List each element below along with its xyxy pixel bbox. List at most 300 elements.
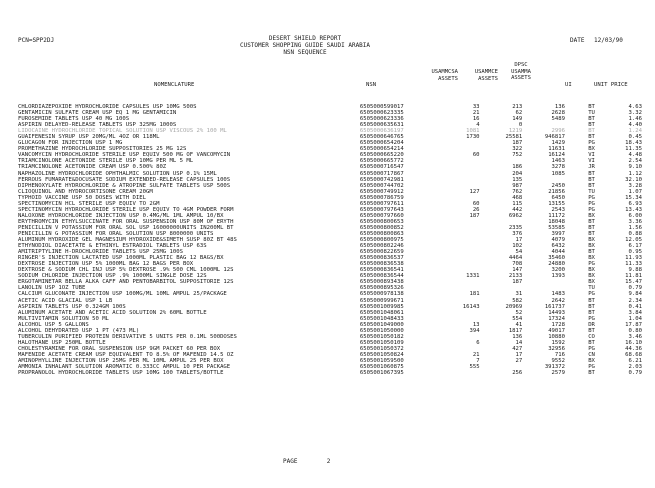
- ui-cell: JR: [588, 164, 595, 171]
- nomenclature-cell: DIPHENOXYLATE HYDROCHLORIDE & ATROPINE SULFATE TABLETS USP 500S: [18, 182, 231, 189]
- nsn-cell: 6505000646765: [359, 134, 404, 141]
- nomenclature-cell: ALUMINUM ACETATE AND ACETIC ACID SOLUTION 2% 60ML BOTTLE: [18, 309, 207, 316]
- unit-price-cell: 11.35: [625, 146, 642, 153]
- nsn-cell: 6505000978138: [359, 291, 404, 298]
- nomenclature-cell: ALCOHOL USP 5 GALLONS: [18, 321, 89, 328]
- dpsc-assets-cell: 18048: [548, 218, 566, 225]
- dpsc-assets-cell: 3997: [551, 230, 566, 237]
- dpsc-assets-cell: 6432: [551, 243, 566, 250]
- usammcsa-assets-cell: 1730: [466, 134, 480, 141]
- dpsc-assets-cell: 1085: [551, 170, 566, 177]
- ui-cell: BX: [588, 243, 595, 250]
- unit-price-cell: 0.79: [628, 370, 642, 377]
- nomenclature-cell: GENTAMICIN SULFATE CREAM USP EQ 1 MG GENTAMICIN: [18, 110, 177, 117]
- usammce-assets-cell: 6962: [508, 212, 523, 219]
- ui-cell: BT: [588, 230, 595, 237]
- nomenclature-cell: PROPRANOLOL HYDROCHLORIDE TABLETS USP 10MG 100 TABLETS/BOTTLE: [18, 370, 224, 377]
- ui-cell: BT: [588, 134, 595, 141]
- usammcsa-assets-cell: 21: [472, 351, 480, 358]
- nomenclature-cell: CLIOQUINOL AND HYDROCORTISONE CREAM 20GM: [18, 188, 153, 195]
- nomenclature-cell: DEXTROSE INJECTION USP 5% 1000ML BAG 12 BAGS PER BOX: [18, 261, 194, 268]
- nsn-cell: 6505000717867: [359, 170, 404, 177]
- unit-price-cell: 12.05: [625, 237, 642, 244]
- unit-price-cell: 2.34: [628, 297, 642, 304]
- usammcsa-assets-cell: 13: [472, 321, 480, 328]
- nomenclature-cell: RINGER'S INJECTION LACTATED USP 1000ML PLASTIC BAG 12 BAGS/BX: [18, 255, 224, 262]
- usammcsa-assets-cell: [435, 370, 480, 376]
- dpsc-assets-cell: 49017: [548, 327, 566, 334]
- nsn-cell: 6505000742981: [359, 176, 404, 183]
- ui-cell: BT: [588, 176, 595, 183]
- dpsc-assets-cell: 6450: [551, 194, 566, 201]
- dpsc-assets-cell: 17324: [548, 315, 566, 322]
- dpsc-assets-cell: 21856: [548, 188, 566, 195]
- date-value: 12/03/90: [594, 37, 623, 44]
- ui-cell: BT: [588, 327, 595, 334]
- usammce-assets-cell: 115: [512, 200, 523, 207]
- usammce-assets-cell: 468: [512, 194, 523, 201]
- nomenclature-cell: ALUMINUM HYDROXIDE GEL MAGNESIUM HYDROXIDE&SIMETH SUSP 80Z BT 48S: [18, 237, 237, 244]
- usammce-assets-cell: 52: [515, 309, 523, 316]
- unit-price-cell: 3.46: [628, 333, 642, 340]
- ui-cell: BX: [588, 146, 595, 153]
- ui-cell: PG: [588, 291, 595, 298]
- nsn-cell: 6505001060875: [359, 364, 404, 371]
- unit-price-cell: 3.32: [628, 110, 642, 117]
- unit-price-cell: 68.68: [625, 351, 642, 358]
- nsn-cell: 6505000744702: [359, 182, 404, 189]
- nomenclature-cell: PROMETHAZINE HYDROCHLORIDE SUPPOSITORIES 25 MG 12S: [18, 146, 187, 153]
- usammce-assets-cell: 14: [515, 339, 523, 346]
- dpsc-assets-cell: 2543: [551, 206, 566, 213]
- nsn-cell: 6505000822659: [359, 249, 404, 256]
- dpsc-assets-cell: 1393: [551, 273, 566, 280]
- dpsc-assets-cell: 13155: [548, 200, 566, 207]
- nomenclature-cell: DEXTROSE & SODIUM CHL INJ USP 5% DEXTROSE .9% 500 CML 1000ML 12S: [18, 267, 234, 274]
- ui-cell: BT: [588, 170, 595, 177]
- usammce-assets-cell: 427: [512, 345, 523, 352]
- col-header-unit-price: UNIT PRICE: [594, 82, 628, 88]
- usammce-assets-cell: 1219: [508, 128, 523, 135]
- usammcsa-assets-cell: 7: [476, 357, 480, 364]
- col-header-nsn: NSN: [366, 82, 377, 88]
- unit-price-cell: 15.34: [625, 194, 642, 201]
- usammce-assets-cell: 2133: [508, 273, 523, 280]
- nsn-cell: 6505000800975: [359, 237, 404, 244]
- dpsc-assets-cell: 2450: [551, 182, 566, 189]
- nomenclature-cell: AMINOPHYLLINE INJECTION USP 25MG PER ML 10ML AMPUL 25 PER BOX: [18, 357, 224, 364]
- nsn-cell: 6505001048061: [359, 309, 404, 316]
- pcn-code: PCN=SPP2DJ: [18, 37, 55, 44]
- nsn-cell: 6505000797660: [359, 212, 404, 219]
- dpsc-assets-cell: 391372: [544, 364, 566, 371]
- nsn-cell: 6505001048433: [359, 315, 404, 322]
- unit-price-cell: 17.87: [625, 321, 642, 328]
- nsn-cell: 6505000749912: [359, 188, 404, 195]
- date-label: DATE: [570, 37, 585, 44]
- page-number: 2: [326, 458, 331, 465]
- unit-price-cell: 1.04: [628, 315, 642, 322]
- ui-cell: BX: [588, 267, 595, 274]
- ui-cell: BT: [588, 303, 595, 310]
- report-sequence: NSN SEQUENCE: [283, 49, 327, 56]
- nsn-cell: 6505000836538: [359, 261, 404, 268]
- unit-price-cell: 1.46: [628, 116, 642, 123]
- ui-cell: BX: [588, 212, 595, 219]
- nomenclature-cell: HALOTHANE USP 250ML BOTTLE: [18, 339, 106, 346]
- ui-cell: PG: [588, 140, 595, 147]
- nomenclature-cell: TRIAMCINOLONE ACETONIDE STERILE USP 10MG PER ML 5 ML: [18, 158, 194, 165]
- usammce-assets-cell: 582: [512, 297, 523, 304]
- unit-price-cell: 4.48: [628, 152, 642, 159]
- nsn-cell: 6505001049000: [359, 321, 404, 328]
- usammcsa-assets-cell: 555: [469, 364, 480, 371]
- usammcsa-assets-cell: 127: [469, 188, 480, 195]
- nomenclature-cell: GLUCAGON FOR INJECTION USP 1 MG: [18, 140, 123, 147]
- usammce-assets-cell: 17: [515, 351, 523, 358]
- nsn-cell: 6505000800852: [359, 224, 404, 231]
- nomenclature-cell: SPECTINOMYCIN HYDROCHLORIDE STERILE USP EQUIV TO 4GM POWDER FORM: [18, 206, 234, 213]
- inventory-table-body: [18, 104, 642, 376]
- nomenclature-cell: VANCOMYCIN HYDROCHLORIDE STERILE USP EQUIV 500 MG OF VANCOMYCIN: [18, 152, 231, 159]
- ui-cell: BT: [588, 339, 595, 346]
- usammce-assets-cell: 186: [512, 164, 523, 171]
- nsn-cell: 6505000999671: [359, 297, 404, 304]
- dpsc-assets-cell: 53585: [548, 224, 566, 231]
- dpsc-assets-cell: 2642: [551, 297, 566, 304]
- col-header-nomenclature: NOMENCLATURE: [154, 82, 195, 88]
- ui-cell: BX: [588, 273, 595, 280]
- nsn-cell: 6505000802246: [359, 243, 404, 250]
- unit-price-cell: 11.33: [625, 261, 642, 268]
- usammce-assets-cell: 25581: [505, 134, 523, 141]
- usammce-assets-cell: 708: [512, 261, 523, 268]
- ui-cell: CN: [588, 351, 595, 358]
- unit-price-cell: 4.63: [628, 104, 642, 110]
- ui-cell: BX: [588, 279, 595, 286]
- usammce-assets-cell: 149: [512, 116, 523, 123]
- usammcsa-assets-cell: 60: [472, 200, 480, 207]
- unit-price-cell: 2.03: [628, 364, 642, 371]
- nsn-cell: 6505000786759: [359, 194, 404, 201]
- col-header-usammcsa: USAMMCSA ASSETS: [431, 69, 458, 82]
- ui-cell: PG: [588, 345, 595, 352]
- usammce-assets-cell: 2335: [508, 224, 523, 231]
- ui-cell: BT: [588, 128, 595, 135]
- usammcsa-assets-cell: 181: [469, 291, 480, 298]
- usammce-assets-cell: 17: [515, 237, 523, 244]
- nsn-cell: 6505001009985: [359, 303, 404, 310]
- usammcsa-assets-cell: 16143: [462, 303, 480, 310]
- ui-cell: PG: [588, 194, 595, 201]
- report-title-block: [190, 35, 420, 56]
- unit-price-cell: 3.84: [628, 309, 642, 316]
- nomenclature-cell: NAPHAZOLINE HYDROCHLORIDE OPHTHALMIC SOLUTION USP 0.1% 15ML: [18, 170, 217, 177]
- ui-cell: TU: [588, 188, 595, 195]
- report-subtitle: CUSTOMER SHOPPING GUIDE SAUDI ARABIA: [239, 42, 371, 49]
- nsn-cell: 6505001050372: [359, 345, 404, 352]
- dpsc-assets-cell: 1429: [551, 140, 566, 147]
- nomenclature-cell: FUROSEMIDE TABLETS USP 40 MG 100S: [18, 116, 130, 123]
- nsn-cell: 6505000800653: [359, 218, 404, 225]
- usammcsa-assets-cell: 21: [472, 110, 480, 117]
- nomenclature-cell: AMMONIA INHALANT SOLUTION AROMATIC 0.333CC AMPUL 10 PER PACKAGE: [18, 364, 231, 371]
- dpsc-assets-cell: 35460: [548, 255, 566, 262]
- nsn-cell: 6505000893438: [359, 279, 404, 286]
- nsn-cell: 6505000623335: [359, 110, 404, 117]
- unit-price-cell: 1.07: [628, 188, 642, 195]
- dpsc-assets-cell: 5489: [551, 116, 566, 123]
- unit-price-cell: 6.21: [628, 357, 642, 364]
- unit-price-cell: 16.10: [625, 339, 642, 346]
- nomenclature-cell: FERROUS FUMARATE&DOCUSATE SODIUM EXTENDED-RELEASE CAPSULES 100S: [18, 176, 231, 183]
- unit-price-cell: 1.24: [628, 128, 642, 135]
- usammce-assets-cell: 0: [518, 122, 523, 129]
- usammce-assets-cell: 20969: [505, 303, 523, 310]
- ui-cell: PG: [588, 206, 595, 213]
- unit-price-cell: 11.81: [625, 273, 642, 280]
- usammce-assets-cell: 213: [512, 104, 523, 110]
- nomenclature-cell: PENICILLIN G POTASSIUM FOR ORAL SOLUTION USP 8000000 UNITS: [18, 230, 214, 237]
- dpsc-assets-cell: 1463: [551, 158, 566, 165]
- usammce-assets-cell: 442: [512, 206, 523, 213]
- nsn-cell: 6505000797611: [359, 200, 404, 207]
- usammce-assets-cell: 322: [512, 146, 523, 153]
- dpsc-assets-cell: 4079: [551, 237, 566, 244]
- nsn-cell: 6505000665220: [359, 152, 404, 159]
- usammcsa-assets-cell: 4: [476, 122, 480, 129]
- usammcsa-assets-cell: 6: [476, 339, 480, 346]
- dpsc-assets-cell: 9552: [551, 357, 566, 364]
- dpsc-assets-cell: 16124: [548, 152, 566, 159]
- dpsc-assets-cell: 1728: [551, 321, 566, 328]
- ui-cell: TU: [588, 110, 595, 117]
- usammcsa-assets-cell: 16: [472, 116, 480, 123]
- usammce-assets-cell: 54: [515, 249, 523, 256]
- ui-cell: BT: [588, 104, 595, 110]
- dpsc-assets-cell: 2579: [551, 370, 566, 377]
- ui-cell: BT: [588, 309, 595, 316]
- usammce-assets-cell: 987: [512, 182, 523, 189]
- nomenclature-cell: ERGOTAMINETAR BELLA ALKA CAFF AND PENTOBARBITOL SUPPOSITORIE 12S: [18, 279, 234, 286]
- table-row: [18, 370, 642, 376]
- nomenclature-cell: TUBERCULIN PURIFIED PROTEIN DERIVATIVE 5 UNITS PER 0.1ML 500DOSES: [18, 333, 237, 340]
- usammce-assets-cell: 147: [512, 267, 523, 274]
- usammce-assets-cell: 27: [515, 357, 523, 364]
- nsn-cell: 6505000623336: [359, 116, 404, 123]
- nomenclature-cell: LANOLIN USP 1OZ TUBE: [18, 285, 86, 292]
- nsn-cell: 6505000797643: [359, 206, 404, 213]
- unit-price-cell: 11.93: [625, 255, 642, 262]
- nomenclature-cell: SPECTINOMYCIN HCL STERILE USP EQUIV TO 2GM: [18, 200, 160, 207]
- nsn-cell: 6505000895326: [359, 285, 404, 292]
- unit-price-cell: 1.12: [628, 170, 642, 177]
- ui-cell: BT: [588, 370, 595, 377]
- ui-cell: BX: [588, 255, 595, 262]
- col-header-ui: UI: [565, 82, 572, 88]
- nsn-cell: 6505000654214: [359, 146, 404, 153]
- nomenclature-cell: PENICILLIN V POTASSIUM FOR ORAL SOL USP 16000000UNITS IN200ML BT: [18, 224, 234, 231]
- unit-price-cell: 0.41: [628, 303, 642, 310]
- usammce-assets-cell: 31: [515, 291, 523, 298]
- nomenclature-cell: SODIUM CHLORIDE INJECTION USP .9% 1000ML SINGLE DOSE 12S: [18, 273, 207, 280]
- unit-price-cell: 3.36: [628, 218, 642, 225]
- inventory-table: [18, 104, 642, 376]
- col-header-usammce: USAMMCE ASSETS: [474, 69, 498, 82]
- unit-price-cell: 18.43: [625, 140, 642, 147]
- ui-cell: TU: [588, 285, 595, 292]
- unit-price-cell: 2.54: [628, 158, 642, 165]
- ui-cell: BT: [588, 218, 595, 225]
- ui-cell: BX: [588, 237, 595, 244]
- unit-price-cell: 0.95: [628, 249, 642, 256]
- ui-cell: DR: [588, 321, 595, 328]
- nomenclature-cell: ALCOHOL DEHYDRATED USP 1 PT (473 ML): [18, 327, 140, 334]
- dpsc-assets-cell: 14493: [548, 309, 566, 316]
- unit-price-cell: 0.79: [628, 285, 642, 292]
- nsn-cell: 6505000800863: [359, 230, 404, 237]
- nsn-cell: 6505000665772: [359, 158, 404, 165]
- nsn-cell: 6505000636197: [359, 128, 404, 135]
- ui-cell: VI: [588, 158, 595, 165]
- usammce-assets-cell: 187: [512, 140, 523, 147]
- usammce-assets-cell: 187: [512, 279, 523, 286]
- ui-cell: BT: [588, 116, 595, 123]
- dpsc-assets-cell: 11172: [548, 212, 566, 219]
- nomenclature-cell: NALOXONE HYDROCHLORIDE INJECTION USP 0.4MG/ML 1ML AMPUL 10/BX: [18, 212, 224, 219]
- nomenclature-cell: GUAIFENESIN SYRUP USP 20MG/ML 4OZ OR 118ML: [18, 134, 160, 141]
- usammcsa-assets-cell: 187: [469, 212, 480, 219]
- usammce-assets-cell: 376: [512, 230, 523, 237]
- usammce-assets-cell: 62: [515, 110, 523, 117]
- unit-price-cell: 32.10: [625, 176, 642, 183]
- ui-cell: PG: [588, 315, 595, 322]
- unit-price-cell: 6.17: [628, 243, 642, 250]
- nsn-cell: 6505000599017: [359, 104, 404, 110]
- usammce-assets-cell: 204: [512, 170, 523, 177]
- usammce-assets-cell: 102: [512, 243, 523, 250]
- unit-price-cell: 44.36: [625, 345, 642, 352]
- ui-cell: VI: [588, 152, 595, 159]
- nsn-cell: 6505001050182: [359, 333, 404, 340]
- usammce-assets-cell: 135: [512, 176, 523, 183]
- nomenclature-cell: TRIAMCINOLONE ACETONIDE CREAM USP 0.500% 80Z: [18, 164, 167, 171]
- usammce-assets-cell: 41: [515, 321, 523, 328]
- nomenclature-cell: TYPHOID VACCINE USP 50 DOSES WITH DIEL: [18, 194, 146, 201]
- ui-cell: PG: [588, 200, 595, 207]
- nomenclature-cell: MAFENIDE ACETATE CREAM USP EQUIVALENT TO 8.5% OF MAFENID 14.5 OZ: [18, 351, 234, 358]
- nomenclature-cell: CHLORDIAZEPOXIDE HYDROCHLORIDE CAPSULES USP 10MG 500S: [18, 104, 197, 110]
- unit-price-cell: 1.56: [628, 224, 642, 231]
- unit-price-cell: 9.10: [628, 164, 642, 171]
- nsn-cell: 6505000654204: [359, 140, 404, 147]
- nomenclature-cell: CHOLESTYRAMINE FOR ORAL SUSPENSION USP 9GM PACKET 60 PER BOX: [18, 345, 221, 352]
- usammce-assets-cell: 136: [512, 333, 523, 340]
- page-footer: [283, 458, 330, 465]
- nomenclature-cell: ERYTHROMYCIN ETHYLSUCCINATE FOR ORAL SUSPENSION USP 80M OF ERYTH: [18, 218, 234, 225]
- dpsc-assets-cell: 4044: [551, 249, 566, 256]
- unit-price-cell: 0.45: [628, 134, 642, 141]
- dpsc-assets-cell: 10880: [548, 333, 566, 340]
- unit-price-cell: 0.80: [628, 327, 642, 334]
- dpsc-assets-cell: 32956: [548, 345, 566, 352]
- dpsc-assets-cell: 24880: [548, 261, 566, 268]
- usammce-assets-cell: 256: [512, 370, 523, 377]
- dpsc-assets-cell: 1483: [551, 291, 566, 298]
- usammcsa-assets-cell: 394: [469, 327, 480, 334]
- usammce-assets-cell: 762: [512, 188, 523, 195]
- ui-cell: BT: [588, 297, 595, 304]
- nsn-cell: 6505000635631: [359, 122, 404, 129]
- usammce-assets-cell: 752: [512, 152, 523, 159]
- nomenclature-cell: LIDOCAINE HYDROCHLORIDE TOPICAL SOLUTION USP VISCOUS 2% 100 ML: [18, 128, 227, 135]
- unit-price-cell: 3.28: [628, 182, 642, 189]
- nomenclature-cell: AMITRIPTYLINE H-DROCHLORIDE TABLETS USP 25MG 100S: [18, 249, 184, 256]
- ui-cell: PG: [588, 261, 595, 268]
- nsn-cell: 6505001067395: [359, 370, 404, 377]
- dpsc-assets-cell: 2628: [551, 110, 566, 117]
- dpsc-assets-cell: 161737: [544, 303, 566, 310]
- dpsc-assets-cell: 3200: [551, 267, 566, 274]
- dpsc-assets-cell: 2996: [551, 128, 566, 135]
- nsn-cell: 6505000836541: [359, 267, 404, 274]
- unit-price-cell: 4.40: [628, 122, 642, 129]
- report-title: DESERT SHIELD REPORT: [268, 35, 342, 42]
- usammce-assets-cell: 4464: [508, 255, 523, 262]
- nsn-cell: 6505000716547: [359, 164, 404, 171]
- nomenclature-cell: ASPIRIN TABLETS USP 0.324GM 100S: [18, 303, 126, 310]
- nsn-cell: 6505000836537: [359, 255, 404, 262]
- dpsc-assets-cell: 716: [554, 351, 566, 358]
- usammcsa-assets-cell: 33: [472, 104, 480, 110]
- nomenclature-cell: ASPIRIN DELAYED-RELEASE TABLETS USP 325MG 1000S: [18, 122, 177, 129]
- nsn-cell: 6505001050109: [359, 339, 404, 346]
- unit-price-cell: 0.88: [628, 230, 642, 237]
- usammcsa-assets-cell: 1081: [466, 128, 480, 135]
- nsn-cell: 6505001050824: [359, 351, 404, 358]
- usammcsa-assets-cell: 1331: [466, 273, 480, 280]
- ui-cell: BT: [588, 249, 595, 256]
- unit-price-cell: 13.43: [625, 206, 642, 213]
- unit-price-cell: 6.93: [628, 200, 642, 207]
- usammce-assets-cell: 1817: [508, 327, 523, 334]
- dpsc-assets-cell: 946817: [544, 134, 566, 141]
- unit-price-cell: 6.00: [628, 212, 642, 219]
- ui-cell: PG: [588, 364, 595, 371]
- dpsc-assets-cell: 136: [554, 104, 566, 110]
- nomenclature-cell: ETHYNODIOL DIACETATE & ETHINYL ESTRADIOL TABLETS USP 63S: [18, 243, 207, 250]
- nsn-cell: 6505000836544: [359, 273, 404, 280]
- page-label: PAGE: [283, 458, 298, 465]
- ui-cell: CO: [588, 333, 595, 340]
- ui-cell: BT: [588, 224, 595, 231]
- unit-price-cell: 9.84: [628, 291, 642, 298]
- nomenclature-cell: ACETIC ACID GLACIAL USP 1 LB: [18, 297, 113, 304]
- nomenclature-cell: MULTIVITAMIN SOLUTION 50 ML: [18, 315, 109, 322]
- usammcsa-assets-cell: 60: [472, 152, 480, 159]
- usammce-assets-cell: 554: [512, 315, 523, 322]
- dpsc-assets-cell: 3278: [551, 164, 566, 171]
- unit-price-cell: 9.88: [628, 267, 642, 274]
- ui-cell: BT: [588, 182, 595, 189]
- ui-cell: BX: [588, 357, 595, 364]
- ui-cell: BT: [588, 122, 595, 129]
- col-header-dpsc: DPSC USAMMA ASSETS: [511, 62, 531, 81]
- dpsc-assets-cell: 1592: [551, 339, 566, 346]
- dpsc-assets-cell: 11631: [548, 146, 566, 153]
- nsn-cell: 6505001050000: [359, 327, 404, 334]
- nomenclature-cell: CALCIUM GLUCONATE INJECTION USP 100MG/ML 10ML AMPUL 25/PACKAGE: [18, 291, 227, 298]
